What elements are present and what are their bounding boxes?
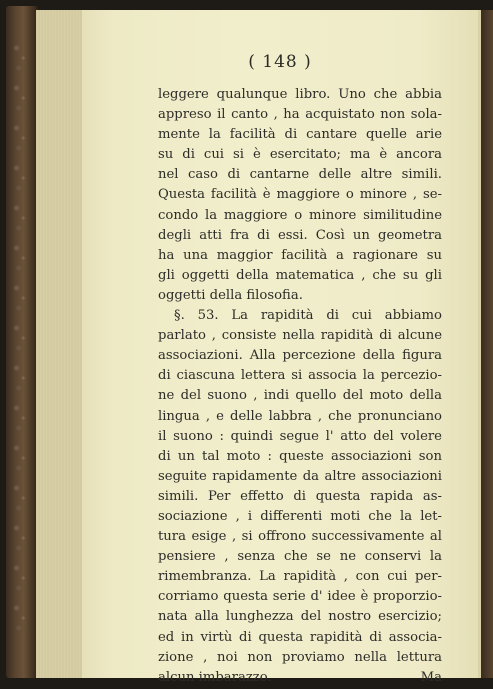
- text-line: simili. Per effetto di questa rapida as-: [158, 488, 442, 504]
- cover-marbling: [10, 40, 32, 640]
- text-line: seguite rapidamente da altre associazioni: [158, 468, 442, 484]
- text-line: ne del suono , indi quello del moto della: [158, 388, 442, 404]
- body-text: [158, 85, 442, 688]
- text-line: pensiere , senza che se ne conservi la: [158, 549, 442, 565]
- text-line: di un tal moto : queste associazioni son: [158, 448, 442, 464]
- page-number: ( 148 ): [248, 52, 312, 72]
- text-line: parlato , consiste nella rapidità di alcune: [158, 328, 442, 344]
- text-line: nata alla lunghezza del nostro esercizio;: [158, 609, 442, 625]
- section-heading-line: §. 53. La rapidità di cui abbiamo: [174, 308, 442, 324]
- text-line: su di cui si è esercitato; ma è ancora: [158, 147, 442, 163]
- text-line: oggetti della filosofia.: [158, 287, 303, 303]
- text-line: condo la maggiore o minore similitudine: [158, 207, 442, 223]
- text-line: associazioni. Alla percezione della figura: [158, 348, 442, 364]
- text-line: degli atti fra di essi. Così un geometra: [158, 227, 442, 243]
- text-line: appreso il canto , ha acquistato non sola-: [158, 107, 442, 123]
- text-line: Questa facilità è maggiore o minore , se-: [158, 187, 442, 203]
- text-line: alcun imbarazzo.: [158, 669, 272, 685]
- page-edges: [36, 10, 84, 678]
- text-line: sociazione , i differenti moti che la let-: [158, 508, 442, 524]
- text-line: gli oggetti della matematica , che su gli: [158, 267, 442, 283]
- text-line: di ciascuna lettera si associa la percezio-: [158, 368, 442, 384]
- text-line: rimembranza. La rapidità , con cui per-: [158, 569, 442, 585]
- last-line-with-catchword: [158, 668, 442, 688]
- text-line: il suono : quindi segue l' atto del volere: [158, 428, 442, 444]
- text-line: nel caso di cantarne delle altre simili.: [158, 167, 442, 183]
- text-line: leggere qualunque libro. Uno che abbia: [158, 87, 442, 102]
- text-line: ha una maggior facilità a ragionare su: [158, 247, 442, 263]
- text-line: tura esige , si offrono successivamente al: [158, 529, 442, 545]
- text-line: mente la facilità di cantare quelle arie: [158, 127, 442, 143]
- text-line: lingua , e delle labbra , che pronunciano: [158, 408, 442, 424]
- text-line: corriamo questa serie d' idee è proporzio-: [158, 589, 442, 605]
- facing-cover-edge: [481, 10, 493, 678]
- catchword: Ma: [420, 669, 442, 685]
- text-line: ed in virtù di questa rapidità di associa-: [158, 629, 442, 645]
- text-line: zione , noi non proviamo nella lettura: [158, 649, 442, 665]
